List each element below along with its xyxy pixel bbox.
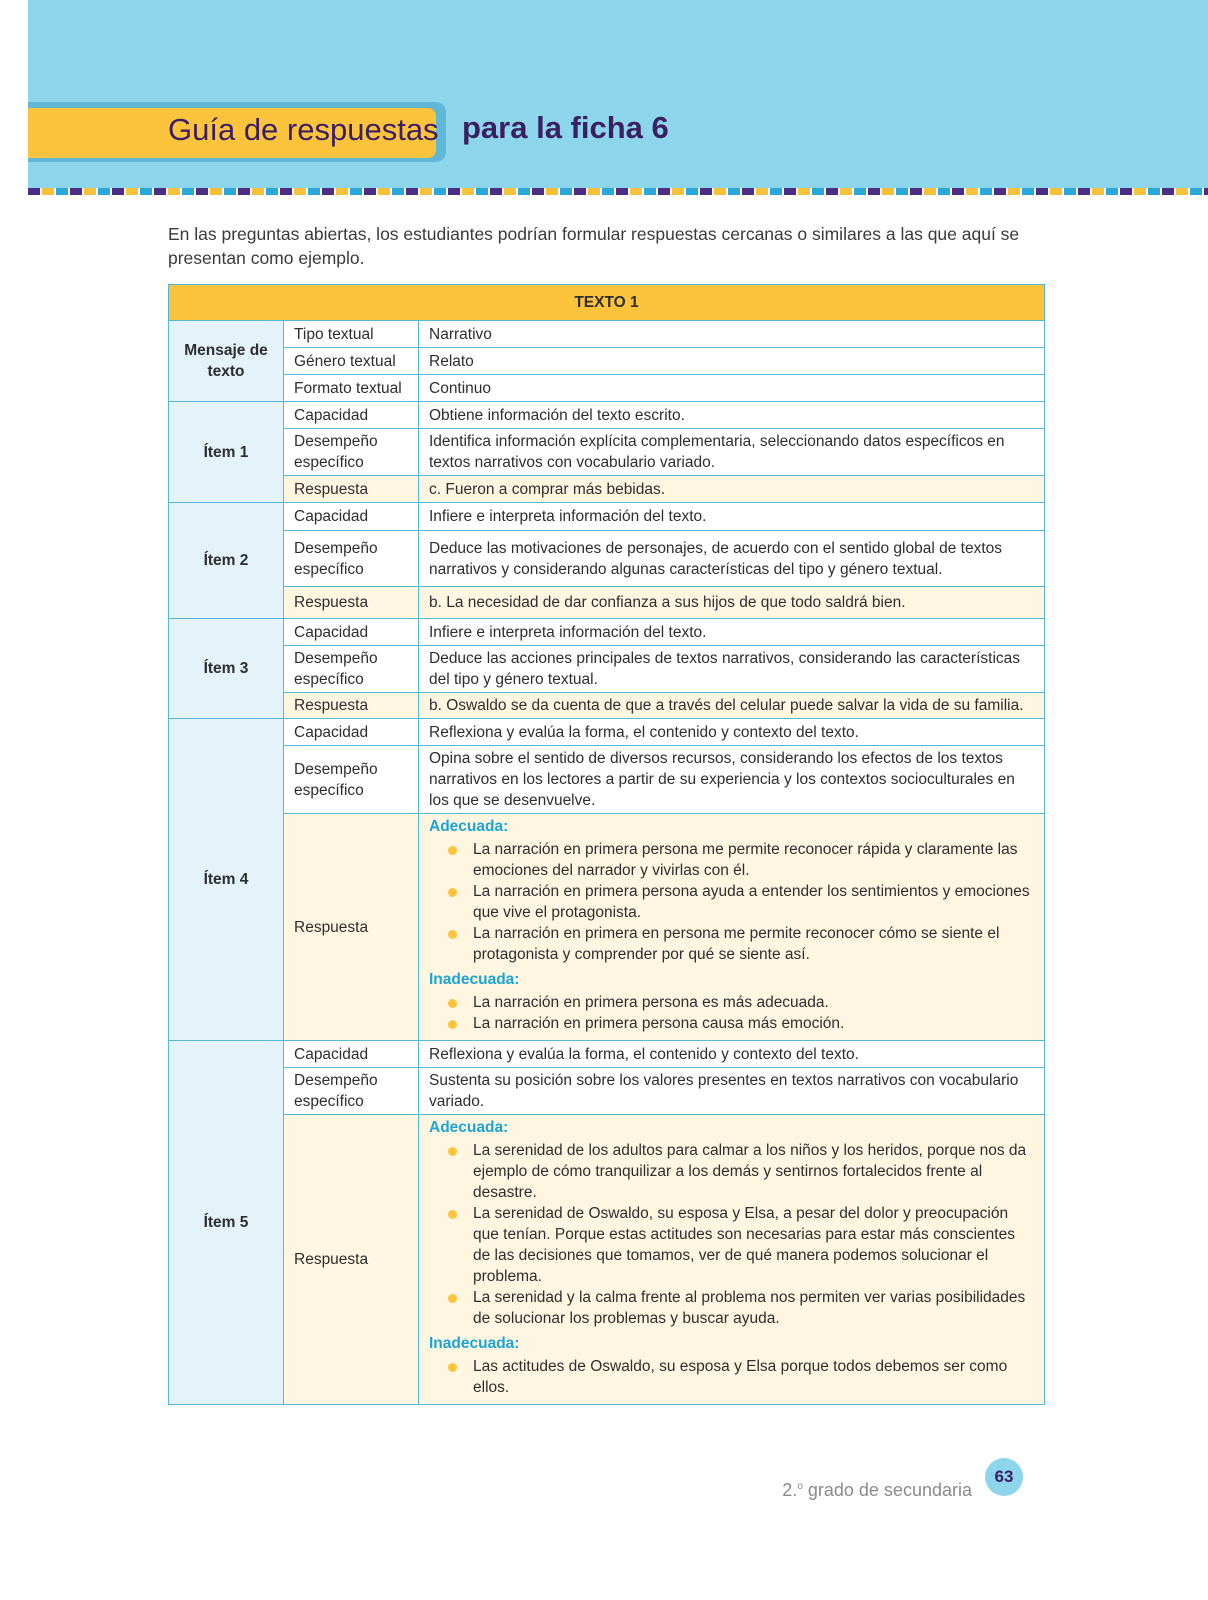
table-row (169, 1041, 1045, 1068)
table-row (169, 402, 1045, 429)
row-key: Capacidad (284, 1041, 419, 1068)
table-row (169, 503, 1045, 531)
grade-label (782, 1480, 972, 1501)
row-value: Relato (419, 348, 1045, 375)
inadecuada-label: Inadecuada: (429, 1335, 520, 1352)
row-key: Capacidad (284, 503, 419, 531)
adecuada-label: Adecuada: (429, 1119, 509, 1136)
row-value: Sustenta su posición sobre los valores presentes en textos narrativos con vocabulario variado. (419, 1068, 1045, 1115)
row-value: Deduce las motivaciones de personajes, de acuerdo con el sentido global de textos narrativos y considerando algunas características del tipo y género textual. (419, 531, 1045, 587)
group-label-item-5: Ítem 5 (169, 1041, 284, 1405)
adecuada-list (429, 839, 1034, 965)
row-key: Capacidad (284, 619, 419, 646)
row-key: Desempeño específico (284, 1068, 419, 1115)
row-value: Infiere e interpreta información del texto. (419, 503, 1045, 531)
adecuada-list (429, 1140, 1034, 1329)
row-key: Respuesta (284, 1115, 419, 1405)
row-value: b. Oswaldo se da cuenta de que a través del celular puede salvar la vida de su familia. (419, 693, 1045, 719)
grade-text: grado de secundaria (802, 1480, 972, 1500)
table-row (169, 476, 1045, 503)
table-row (169, 531, 1045, 587)
row-value: c. Fueron a comprar más bebidas. (419, 476, 1045, 503)
grade-number: 2. (782, 1480, 798, 1500)
group-label-item-4: Ítem 4 (169, 719, 284, 1041)
response-cell (419, 1115, 1045, 1405)
group-label-item-1: Ítem 1 (169, 402, 284, 503)
answer-table (168, 284, 1045, 1405)
row-key: Capacidad (284, 402, 419, 429)
row-key: Respuesta (284, 476, 419, 503)
row-value: Narrativo (419, 321, 1045, 348)
table-row (169, 587, 1045, 619)
table-row (169, 619, 1045, 646)
intro-paragraph: En las preguntas abiertas, los estudiantes podrían formular respuestas cercanas o similares a las que aquí se presentan como ejemplo. (168, 224, 1020, 268)
list-item: La serenidad de Oswaldo, su esposa y Elsa, a pesar del dolor y preocupación que tenían. Porque estas actitudes son necesarias para estar más conscientes de las decisiones que tomamos, ver de qué manera podemos solucionar el problema. (429, 1203, 1034, 1287)
table-row (169, 375, 1045, 402)
row-value: b. La necesidad de dar confianza a sus hijos de que todo saldrá bien. (419, 587, 1045, 619)
page-subtitle: para la ficha 6 (462, 110, 669, 145)
response-cell (419, 814, 1045, 1041)
row-key: Género textual (284, 348, 419, 375)
row-key: Respuesta (284, 587, 419, 619)
adecuada-label: Adecuada: (429, 818, 509, 835)
row-key: Respuesta (284, 814, 419, 1041)
group-label-item-2: Ítem 2 (169, 503, 284, 619)
row-value: Identifica información explícita complementaria, seleccionando datos específicos en textos narrativos con vocabulario variado. (419, 429, 1045, 476)
row-key: Formato textual (284, 375, 419, 402)
row-key: Respuesta (284, 693, 419, 719)
table-row (169, 348, 1045, 375)
list-item: La serenidad y la calma frente al problema nos permiten ver varias posibilidades de solucionar los problemas y buscar ayuda. (429, 1287, 1034, 1329)
row-key: Desempeño específico (284, 531, 419, 587)
row-key: Desempeño específico (284, 646, 419, 693)
group-label-item-3: Ítem 3 (169, 619, 284, 719)
list-item: La narración en primera en persona me permite reconocer cómo se siente el protagonista y comprender por qué se siente así. (429, 923, 1034, 965)
row-value: Infiere e interpreta información del texto. (419, 619, 1045, 646)
table-row (169, 693, 1045, 719)
table-row (169, 429, 1045, 476)
list-item: Las actitudes de Oswaldo, su esposa y Elsa porque todos debemos ser como ellos. (429, 1356, 1034, 1398)
table-row (169, 1115, 1045, 1405)
table-row (169, 719, 1045, 746)
row-value: Deduce las acciones principales de textos narrativos, considerando las características del tipo y género textual. (419, 646, 1045, 693)
table-row (169, 814, 1045, 1041)
row-value: Continuo (419, 375, 1045, 402)
row-key: Desempeño específico (284, 746, 419, 814)
list-item: La serenidad de los adultos para calmar a los niños y los heridos, porque nos da ejemplo de cómo tranquilizar a los demás y sentirnos fortalecidos frente al desastre. (429, 1140, 1034, 1203)
table-row (169, 746, 1045, 814)
group-label-mensaje: Mensaje de texto (169, 321, 284, 402)
table-heading: TEXTO 1 (169, 285, 1045, 321)
page-number: 63 (985, 1458, 1023, 1496)
row-value: Obtiene información del texto escrito. (419, 402, 1045, 429)
row-key: Desempeño específico (284, 429, 419, 476)
decorative-stripe (28, 188, 1208, 195)
list-item: La narración en primera persona ayuda a entender los sentimientos y emociones que vive el protagonista. (429, 881, 1034, 923)
inadecuada-list (429, 1356, 1034, 1398)
inadecuada-list (429, 992, 1034, 1034)
table-row (169, 321, 1045, 348)
page-title: Guía de respuestas (168, 112, 439, 147)
row-value: Reflexiona y evalúa la forma, el contenido y contexto del texto. (419, 1041, 1045, 1068)
row-key: Tipo textual (284, 321, 419, 348)
inadecuada-label: Inadecuada: (429, 971, 520, 988)
table-row (169, 646, 1045, 693)
list-item: La narración en primera persona es más adecuada. (429, 992, 1034, 1013)
row-key: Capacidad (284, 719, 419, 746)
row-value: Reflexiona y evalúa la forma, el contenido y contexto del texto. (419, 719, 1045, 746)
table-row (169, 1068, 1045, 1115)
list-item: La narración en primera persona causa más emoción. (429, 1013, 1034, 1034)
row-value: Opina sobre el sentido de diversos recursos, considerando los efectos de los textos narrativos en los lectores a partir de su experiencia y los contextos socioculturales en los que se desenvuelve. (419, 746, 1045, 814)
list-item: La narración en primera persona me permite reconocer rápida y claramente las emociones del narrador y vivirlas con él. (429, 839, 1034, 881)
table-header-row (169, 285, 1045, 321)
grade-ordinal: o (797, 1481, 803, 1492)
